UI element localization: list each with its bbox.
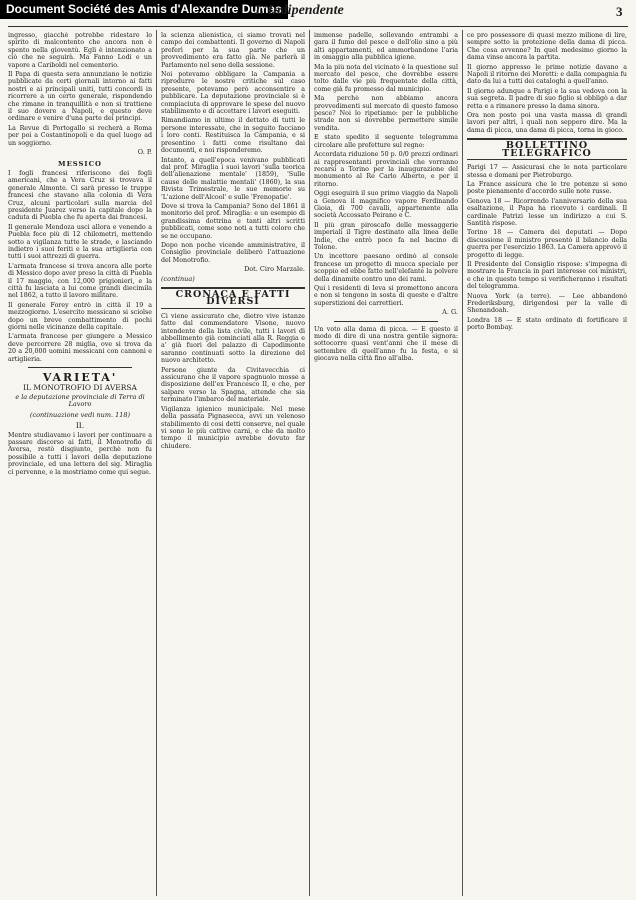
article-paragraph: ce pro possessore di quasi mezzo milione di lire, sempre sotto la protezione della dama di picca. Che cosa avvenne? In quel medesimo giorno la dama vinse ancora la partita. [467, 32, 627, 62]
article-paragraph: Un incettore paesano ordinò al console francese un progetto di mucca speciale per scoppio ed ebbe fatto nell'elefante la polvere della dinamite contro uno dei rami. [314, 253, 458, 283]
varieta-heading: VARIETA' [42, 371, 118, 385]
column-3 [314, 30, 458, 896]
article-paragraph: ingresso, giacchè potrebbe ridestare lo spirito di malcontento che ancora non è spento nella gioventù. Egli è intenzionato a ciò che ne seguirà. Ma Fanno Lodi e un vapore a Cariboldi nel cementerio. [8, 32, 152, 69]
article-paragraph: Accordata riduzione 50 p. 0/0 prezzi ordinari ai rappresentanti provinciali che vorranno recarsi a Torino per la inaugurazione del monumento al Re Carlo Alberto, e per il ritorno. [314, 151, 458, 188]
cronaca-heading: CRONACA E FATTI DIVERSI [161, 287, 305, 309]
archive-banner: Document Société des Amis d'Alexandre Dumas [0, 0, 288, 19]
header-rule [8, 26, 628, 27]
article-paragraph: È stato spedito il seguente telegramma circolare alle prefetture sul regno: [314, 134, 458, 149]
column-divider [156, 30, 157, 896]
telegram-item: Torino 18 — Camera dei deputati — Dopo discussione il ministro presentò il bilancio della guerra per l'esercizio 1863. La Camera approvò il progetto di legge. [467, 229, 627, 259]
article-paragraph: immense padelle, sollevando entrambi a gara il fumo del pesce e dell'olio sino a più alti appartamenti, ed ammorbandone l'aria in omaggio alla pubblica igiene. [314, 32, 458, 62]
article-paragraph: Ma la più nota del vicinato è la questione sul mercato del pesce, che dovrebbe essere tolto dalle vie più frequentate della città, come già fu promesso dal municipio. [314, 63, 458, 93]
column-divider [462, 30, 463, 896]
article-signature: Dot. Ciro Marzale. [244, 265, 305, 274]
article-paragraph: Vigilanza igienico municipale. Nel mese della passata Pignasecca, avvi un velenoso stabilimento di cosi detti conserve, nel quale vi sono le più cattive carni, e che da molto tempo il municipio avrebbe dovuto far chiudere. [161, 405, 305, 450]
article-paragraph: Ma perchè non abbiamo ancora provvedimenti sul mercato di questo famoso pesce? Noi lo ripetiamo: per le pubbliche strade non si dovrebbe permettere simile vendita. [314, 95, 458, 132]
column-2 [161, 30, 305, 896]
article-subtitle: e la deputazione provinciale di Terra di Lavoro [15, 392, 145, 409]
article-paragraph: L'armata francese per giungere a Messico deve percorrere 28 miglia, ove si trova da 20 a 20,000 uomini messicani con cannoni e artiglieria. [8, 333, 152, 363]
article-paragraph: Qui i residenti di Ieva si promettono ancora e non si tengono in sosta di queste e d'altre superstizioni dei carrettieri. [314, 285, 458, 307]
article-paragraph: Ci viene assicurato che, dietro vive istanze fatte dal commendatore Visone, nuovo intendente della lista civile, tutti i lavori di abbellimento già cominciati alla R. Reggia e a' già fuori del palazzo di Capodimonte saranno continuati sotto la direzione del nuovo architetto. [161, 312, 305, 365]
article-paragraph: Intanto, a quell'epoca venivano pubblicati dal prof. Miraglia i suoi lavori 'sulla teorica dell'alienazione mentale' (1859), 'Sulle cause delle malattie mentali' (1860), la sua Rivista Trimestrale, le sue memorie su 'L'azione dell'Alcool' e sulle 'Frenopatie'. [161, 156, 305, 201]
article-paragraph: Il più gran piroscafo delle messaggerie imperiali il Tigre destinato alla linea delle Indie, che entrò poco fa nel bacino di Tolone. [314, 221, 458, 251]
section-heading-messico: MESSICO [58, 159, 102, 168]
part-numeral: II. [75, 421, 85, 431]
column-4 [467, 30, 627, 896]
article-paragraph: Rimandiamo in ultimo il dettato di tutti le persone interessate, che in seguito facciano i loro conti. Restituisca la Campania, e si presentino i fatti come risultano dai documenti, e noi risponderemo. [161, 117, 305, 155]
article-paragraph: L'armata francese si trova ancora alle porte di Messico dopo aver preso la città di Puebla il 17 maggio, con 12,000 prigionieri, e la città fu lasciata a lui come grandi diecimila nel 1862, a tutto il lavoro militare. [8, 262, 152, 300]
page-header [0, 0, 636, 26]
article-signature: O. P. [137, 148, 152, 157]
newspaper-masthead: L'Indipendente [255, 3, 344, 18]
article-paragraph: Ora non posto poi una vasta massa di grandi lavori per altri, i quali non seppero dire. Ma la dama di picca, una dama di picca, torna in gioco. [467, 112, 627, 134]
telegram-item: Il Presidente del Consiglio rispose: s'impegna di mostrare la Francia in pari interesse coi ministri, e che in questo tempo si verificheranno i risultati del telegramma. [467, 260, 627, 291]
article-paragraph: Oggi eseguirà il suo primo viaggio da Napoli a Genova il magnifico vapore Ferdinando Gioia, di 700 cavalli, appartenente alla società Accossato Peirano e C. [314, 190, 458, 220]
article-paragraph: la scienza alienistica, ci siamo trovati nel campo dei combattenti. Il governo di Napoli preferì per la sua parte che un provvedimento era fatto già. Ne parlerà il Parlamento nel seno della sessione. [161, 32, 305, 69]
article-signature: A. G. [442, 308, 458, 317]
bollettino-heading: BOLLETTINO TELEGRAFICO [467, 138, 627, 160]
continuation-note: (continua) [161, 274, 195, 283]
article-paragraph: Il giorno appresso le prime notizie davano a Napoli il ritorno dei Moretti: e dalla compagnia fu dato da lui a tutti dei cataloghi a quell'anno. [467, 63, 627, 86]
telegram-item: Genova 18 — Ricorrendo l'anniversario della sua esaltazione, il Papa ha ricevuto i cardinali. Il cardinale Patrizi lesse un indirizzo a cui S. Santità rispose. [467, 197, 627, 227]
article-paragraph: Un voto alla dama di picca. — È questo il modo di dire di una nostra gentile signora: sottocorre quasi vent'anni che il mese di settembre di quell'anno fu la festa, e si giocava nella città fino all'alba. [314, 325, 458, 363]
article-paragraph: I fogli francesi riferiscono dei fogli americani, che a Vera Cruz si trovava il generale Almonte. Ci sarà presso le truppe francesi che stavano alla colonia di Vera Cruz, alcuni particolari sulla marcia del presidente Juarez verso la capitale dopo la caduta di Puebla che fu aperta dai francesi. [8, 169, 152, 222]
column-divider [309, 30, 310, 896]
article-paragraph: Noi potevamo obbligare la Campania a riprodurre le nostre critiche sul caso presente, potevamo però acconsentire a pubblicare. La deputazione provinciale si è compiaciuta di approvare le spese del nuovo stabilimento e di accettare i lavori eseguiti. [161, 71, 305, 116]
article-paragraph: Il giorno adunque a Parigi e la sua vedova con la sua segreta. Il padre di suo figlio si obbligò a dar retta e a rimanere presso la dama sinora. [467, 87, 627, 110]
article-title: IL MONOTROFIO DI AVERSA [23, 383, 137, 393]
article-paragraph: Mentre studiavamo i lavori per continuare a passare discorso ai fatti, il Monotrofio di Aversa, restò disgiunto, perchè non fu possibile a tutti i lavori della deputazione provinciale, ed una lettera del sig. Miraglia ci pervenne, e la mostriamo come qui segue. [8, 431, 152, 476]
continuation-note: (continuazione vedi num. 118) [29, 410, 131, 419]
article-paragraph: Il Papa di questa sera annunziano le notizie pubblicate da certi giornali intorno ai fatti nostri e ai principali uniti, tutti concordi in ricorrere a un certo generale, rispondendo che rimane in tranquillità e non si trattiene il suo dovere a Napoli, e questo deve ordinare e venire d'una parte dei principi. [8, 71, 152, 123]
article-paragraph: Dopo non poche vicende amministrative, il Consiglio provinciale deliberò l'attuazione del Monotrofio. [161, 241, 305, 264]
article-paragraph: Il generale Forey entrò in città il 19 a mezzogiorno. L'esercito messicano si sciolse dopo un breve combattimento di pochi giorni nelle vicinanze della capitale. [8, 301, 152, 332]
article-paragraph: Dove si trova la Campania? Sono del 1861 il monitorio del prof. Miraglia: e un esempio di grandissima dottrina e tanti altri scritti pubblicati, come sono noti a tutti coloro che se ne occupano. [161, 202, 305, 240]
section-rule [334, 321, 438, 322]
column-1 [8, 30, 152, 896]
section-rule [28, 367, 132, 368]
article-paragraph: Il generale Mendoza uscì allora e venendo a Puebla fece più di 12 chilometri, mettendo sotto a vigilanza tutte le strade, e lasciando indietro i suoi feriti e la sua artiglieria con tutti i suoi attrezzi di guerra. [8, 223, 152, 261]
page-number: 3 [616, 4, 623, 19]
article-paragraph: Persone giunte da Civitavecchia ci assicurano che il vapore spagnuolo mosse a disposizione dell'ex Francesco II, e che, per salpare verso la Spagna, attende che sia terminato l'imbarco del materiale. [161, 366, 305, 404]
telegram-item: La France assicura che le tre potenze si sono poste pienamente d'accordo sulle note russe. [467, 180, 627, 196]
telegram-item: Nuova York (a terre). — Lee abbandonò Frederiksburg, dirigendosi per la valle di Shenandoah. [467, 292, 627, 315]
article-paragraph: La Revue di Portogallo si recherà a Roma per poi a Costantinopoli e da quel luogo ad un soggiorno. [8, 124, 152, 147]
telegram-item: Parigi 17 — Assicurasi che le nota particolare stessa e domani per Pietroburgo. [467, 164, 627, 179]
telegram-item: Londra 18 — È stato ordinato di fortificare il porto Bombay. [467, 316, 627, 332]
